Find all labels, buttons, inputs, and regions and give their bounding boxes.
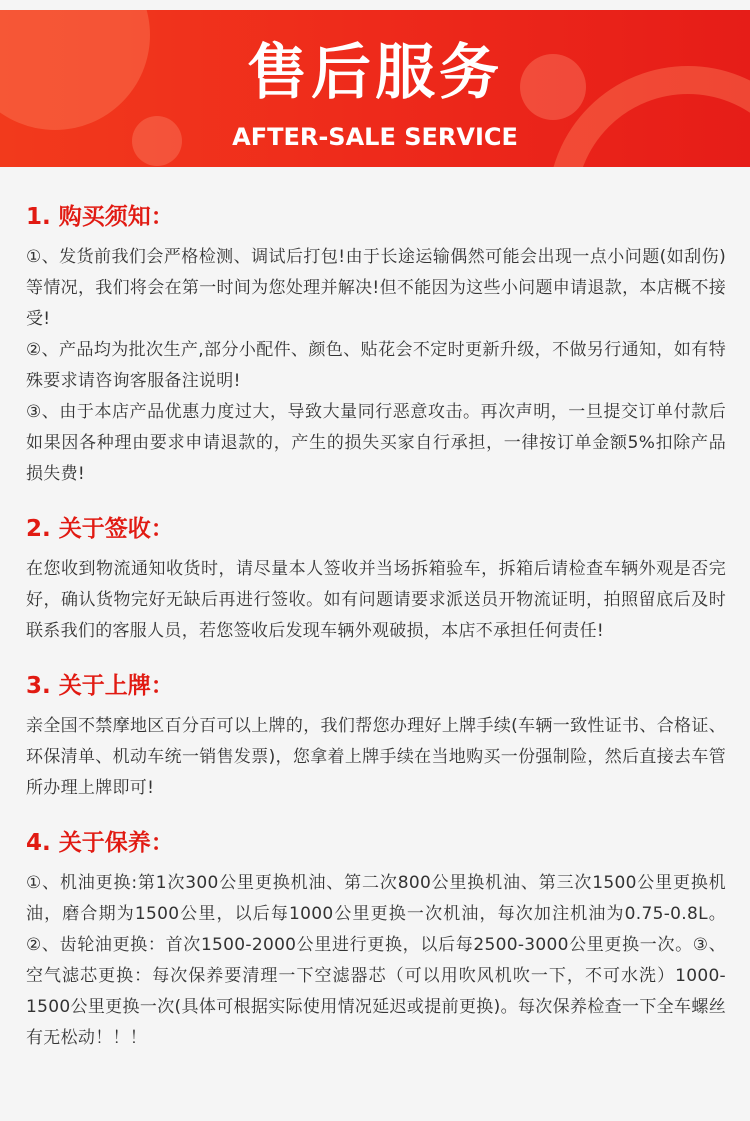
section-heading: 4. 关于保养： <box>26 830 174 856</box>
banner-subtitle: AFTER-SALE SERVICE <box>232 123 518 151</box>
section-maintenance <box>26 826 726 1054</box>
header-banner <box>0 10 750 167</box>
section-registration <box>26 669 726 804</box>
paragraph: ②、产品均为批次生产,部分小配件、颜色、贴花会不定时更新升级，不做另行通知，如有特殊要求请咨询客服备注说明! <box>26 340 726 391</box>
paragraph: ①、机油更换:第1次300公里更换机油、第二次800公里换机油、第三次1500公里更换机油，磨合期为1500公里，以后每1000公里更换一次机油，每次加注机油为0.75-0.8L。②、齿轮油更换：首次1500-2000公里进行更换，以后每2500-3000公里更换一次。③、空气滤芯更换：每次保养要清理一下空滤器芯（可以用吹风机吹一下，不可水洗）1000-1500公里更换一次(具体可根据实际使用情况延迟或提前更换)。每次保养检查一下全车螺丝有无松动！！！ <box>26 873 726 1048</box>
banner-title: 售后服务 <box>247 38 503 108</box>
section-heading: 3. 关于上牌： <box>26 673 174 699</box>
section-heading: 1. 购买须知： <box>26 204 174 230</box>
content <box>26 200 726 1076</box>
paragraph: ③、由于本店产品优惠力度过大，导致大量同行恶意攻击。再次声明，一旦提交订单付款后如果因各种理由要求申请退款的，产生的损失买家自行承担，一律按订单金额5%扣除产品损失费! <box>26 402 726 484</box>
section-purchase-notice <box>26 200 726 490</box>
section-heading: 2. 关于签收： <box>26 516 174 542</box>
section-sign-for-delivery <box>26 512 726 647</box>
paragraph: ①、发货前我们会严格检测、调试后打包!由于长途运输偶然可能会出现一点小问题(如刮伤)等情况，我们将会在第一时间为您处理并解决!但不能因为这些小问题申请退款，本店概不接受! <box>26 247 726 329</box>
paragraph: 在您收到物流通知收货时，请尽量本人签收并当场拆箱验车，拆箱后请检查车辆外观是否完好，确认货物完好无缺后再进行签收。如有问题请要求派送员开物流证明，拍照留底后及时联系我们的客服人员，若您签收后发现车辆外观破损，本店不承担任何责任! <box>26 559 726 641</box>
paragraph: 亲全国不禁摩地区百分百可以上牌的，我们帮您办理好上牌手续(车辆一致性证书、合格证、环保清单、机动车统一销售发票)，您拿着上牌手续在当地购买一份强制险，然后直接去车管所办理上牌即可! <box>26 716 726 798</box>
